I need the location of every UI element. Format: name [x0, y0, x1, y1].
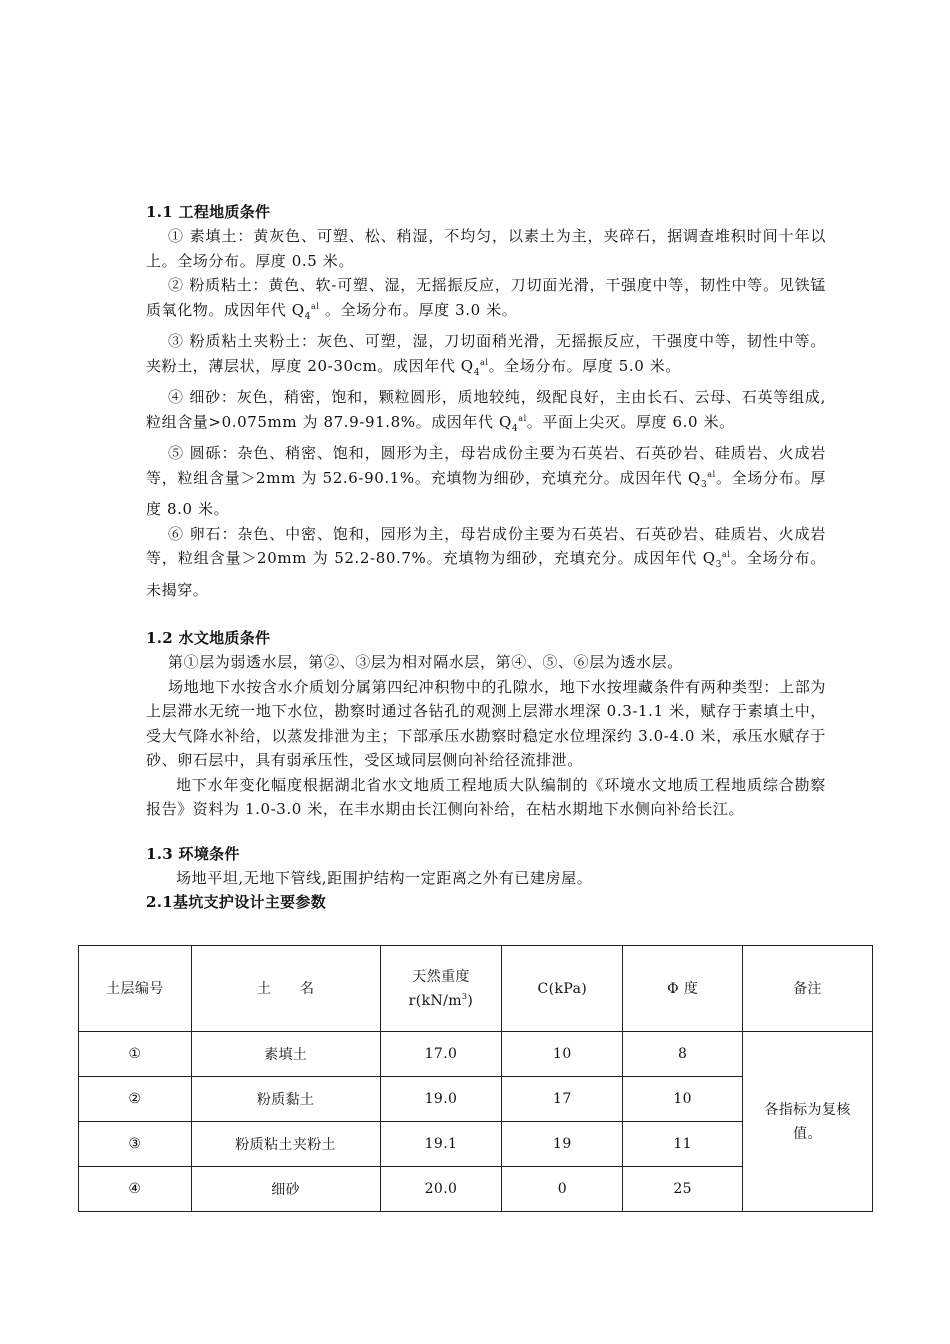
- section-2-1-title: 2.1基坑支护设计主要参数: [146, 893, 326, 911]
- section-1-3-title: 1.3 环境条件: [146, 844, 240, 863]
- cell-c: 10: [502, 1032, 623, 1077]
- header-density-line2: $r(kN/m^3)$: [408, 991, 474, 1009]
- hydro-paragraph-2: 场地地下水按含水介质划分属第四纪冲积物中的孔隙水，地下水按埋藏条件有两种类型：上部为上层滞水无统一地下水位，勘察时通过各钻孔的观测上层滞水埋深 0.3-1.1 米，赋存于素填土中，受大气降水补给，以蒸发排泄为主；下部承压水勘察时稳定水位埋深约 3.0-4.0 米，承压水赋存于砂、卵石层中，具有弱承压性，受区域同层侧向补给径流排泄。: [146, 677, 826, 769]
- document-body: [146, 200, 826, 914]
- cell-c: 19: [502, 1122, 623, 1167]
- cell-layer: ①: [79, 1032, 192, 1077]
- hydro-paragraph-3: 地下水年变化幅度根据湖北省水文地质工程地质大队编制的《环境水文地质工程地质综合勘察报告》资料为 1.0-3.0 米，在丰水期由长江侧向补给，在枯水期地下水侧向补给长江。: [146, 775, 826, 818]
- cell-density: 19.0: [380, 1077, 502, 1122]
- cell-note: 各指标为复核值。: [743, 1032, 873, 1212]
- cell-layer: ③: [79, 1122, 192, 1167]
- soil-layer-3-desc: ③ 粉质粘土夹粉土：灰色、可塑，湿，刀切面稍光滑，无摇振反应，干强度中等，韧性中等。夹粉土，薄层状，厚度 20-30cm。成因年代 $Q_4^{al}$。全场分布。厚度 5.0 米。: [146, 332, 826, 378]
- table-header-row: [79, 946, 873, 1032]
- section-1-2-title: 1.2 水文地质条件: [146, 629, 271, 647]
- design-parameters-table: [78, 945, 873, 1212]
- header-density-line1: 天然重度: [412, 968, 470, 985]
- table-row: [79, 1032, 873, 1077]
- cell-name: 细砂: [191, 1167, 380, 1212]
- header-density: [380, 946, 502, 1032]
- soil-layer-5-desc: ⑤ 圆砾：杂色、稍密、饱和，圆形为主，母岩成份主要为石英岩、石英砂岩、硅质岩、火成岩等，粒组含量＞2mm 为 52.6-90.1%。充填物为细砂，充填充分。成因年代 $Q_3^{al}$。全场分布。厚度 8.0 米。: [146, 444, 827, 518]
- section-1-1-title: 1.1 工程地质条件: [146, 203, 271, 221]
- cell-density: 19.1: [380, 1122, 502, 1167]
- header-note: 备注: [743, 946, 873, 1032]
- cell-name: 粉质粘土夹粉土: [191, 1122, 380, 1167]
- soil-layer-4-desc: ④ 细砂：灰色，稍密，饱和，颗粒圆形，质地较纯，级配良好，主由长石、云母、石英等组成,粒组含量>0.075mm 为 87.9-91.8%。成因年代 $Q_4^{al}$。平面上尖灭。厚度 6.0 米。: [146, 388, 826, 434]
- soil-layer-1-desc: ① 素填土：黄灰色、可塑、松、稍湿，不均匀，以素土为主，夹碎石，据调查堆积时间十年以上。全场分布。厚度 0.5 米。: [146, 227, 826, 270]
- cell-phi: 10: [623, 1077, 743, 1122]
- cell-layer: ④: [79, 1167, 192, 1212]
- soil-layer-2-desc: ② 粉质粘土：黄色、软-可塑、湿，无摇振反应，刀切面光滑，干强度中等，韧性中等。见铁锰质氧化物。成因年代 $Q_4^{al}$ 。全场分布。厚度 3.0 米。: [146, 276, 826, 322]
- cell-phi: 11: [623, 1122, 743, 1167]
- cell-c: 0: [502, 1167, 623, 1212]
- header-layer: 土层编号: [79, 946, 192, 1032]
- cell-phi: 8: [623, 1032, 743, 1077]
- cell-name: 素填土: [191, 1032, 380, 1077]
- cell-c: 17: [502, 1077, 623, 1122]
- environment-paragraph: 场地平坦,无地下管线,距围护结构一定距离之外有已建房屋。: [176, 868, 593, 887]
- cell-name: 粉质黏土: [191, 1077, 380, 1122]
- cell-layer: ②: [79, 1077, 192, 1122]
- cell-density: 20.0: [380, 1167, 502, 1212]
- cell-density: 17.0: [380, 1032, 502, 1077]
- hydro-paragraph-1: 第①层为弱透水层，第②、③层为相对隔水层，第④、⑤、⑥层为透水层。: [168, 653, 683, 671]
- soil-layer-6-desc: ⑥ 卵石：杂色、中密、饱和，园形为主，母岩成份主要为石英岩、石英砂岩、硅质岩、火成岩等，粒组含量＞20mm 为 52.2-80.7%。充填物为细砂，充填充分。成因年代 $Q_3^{al}$。全场分布。未揭穿。: [146, 524, 826, 599]
- header-name: 土 名: [191, 946, 380, 1032]
- cell-phi: 25: [623, 1167, 743, 1212]
- header-phi: Φ 度: [623, 946, 743, 1032]
- header-c: C(kPa): [502, 946, 623, 1032]
